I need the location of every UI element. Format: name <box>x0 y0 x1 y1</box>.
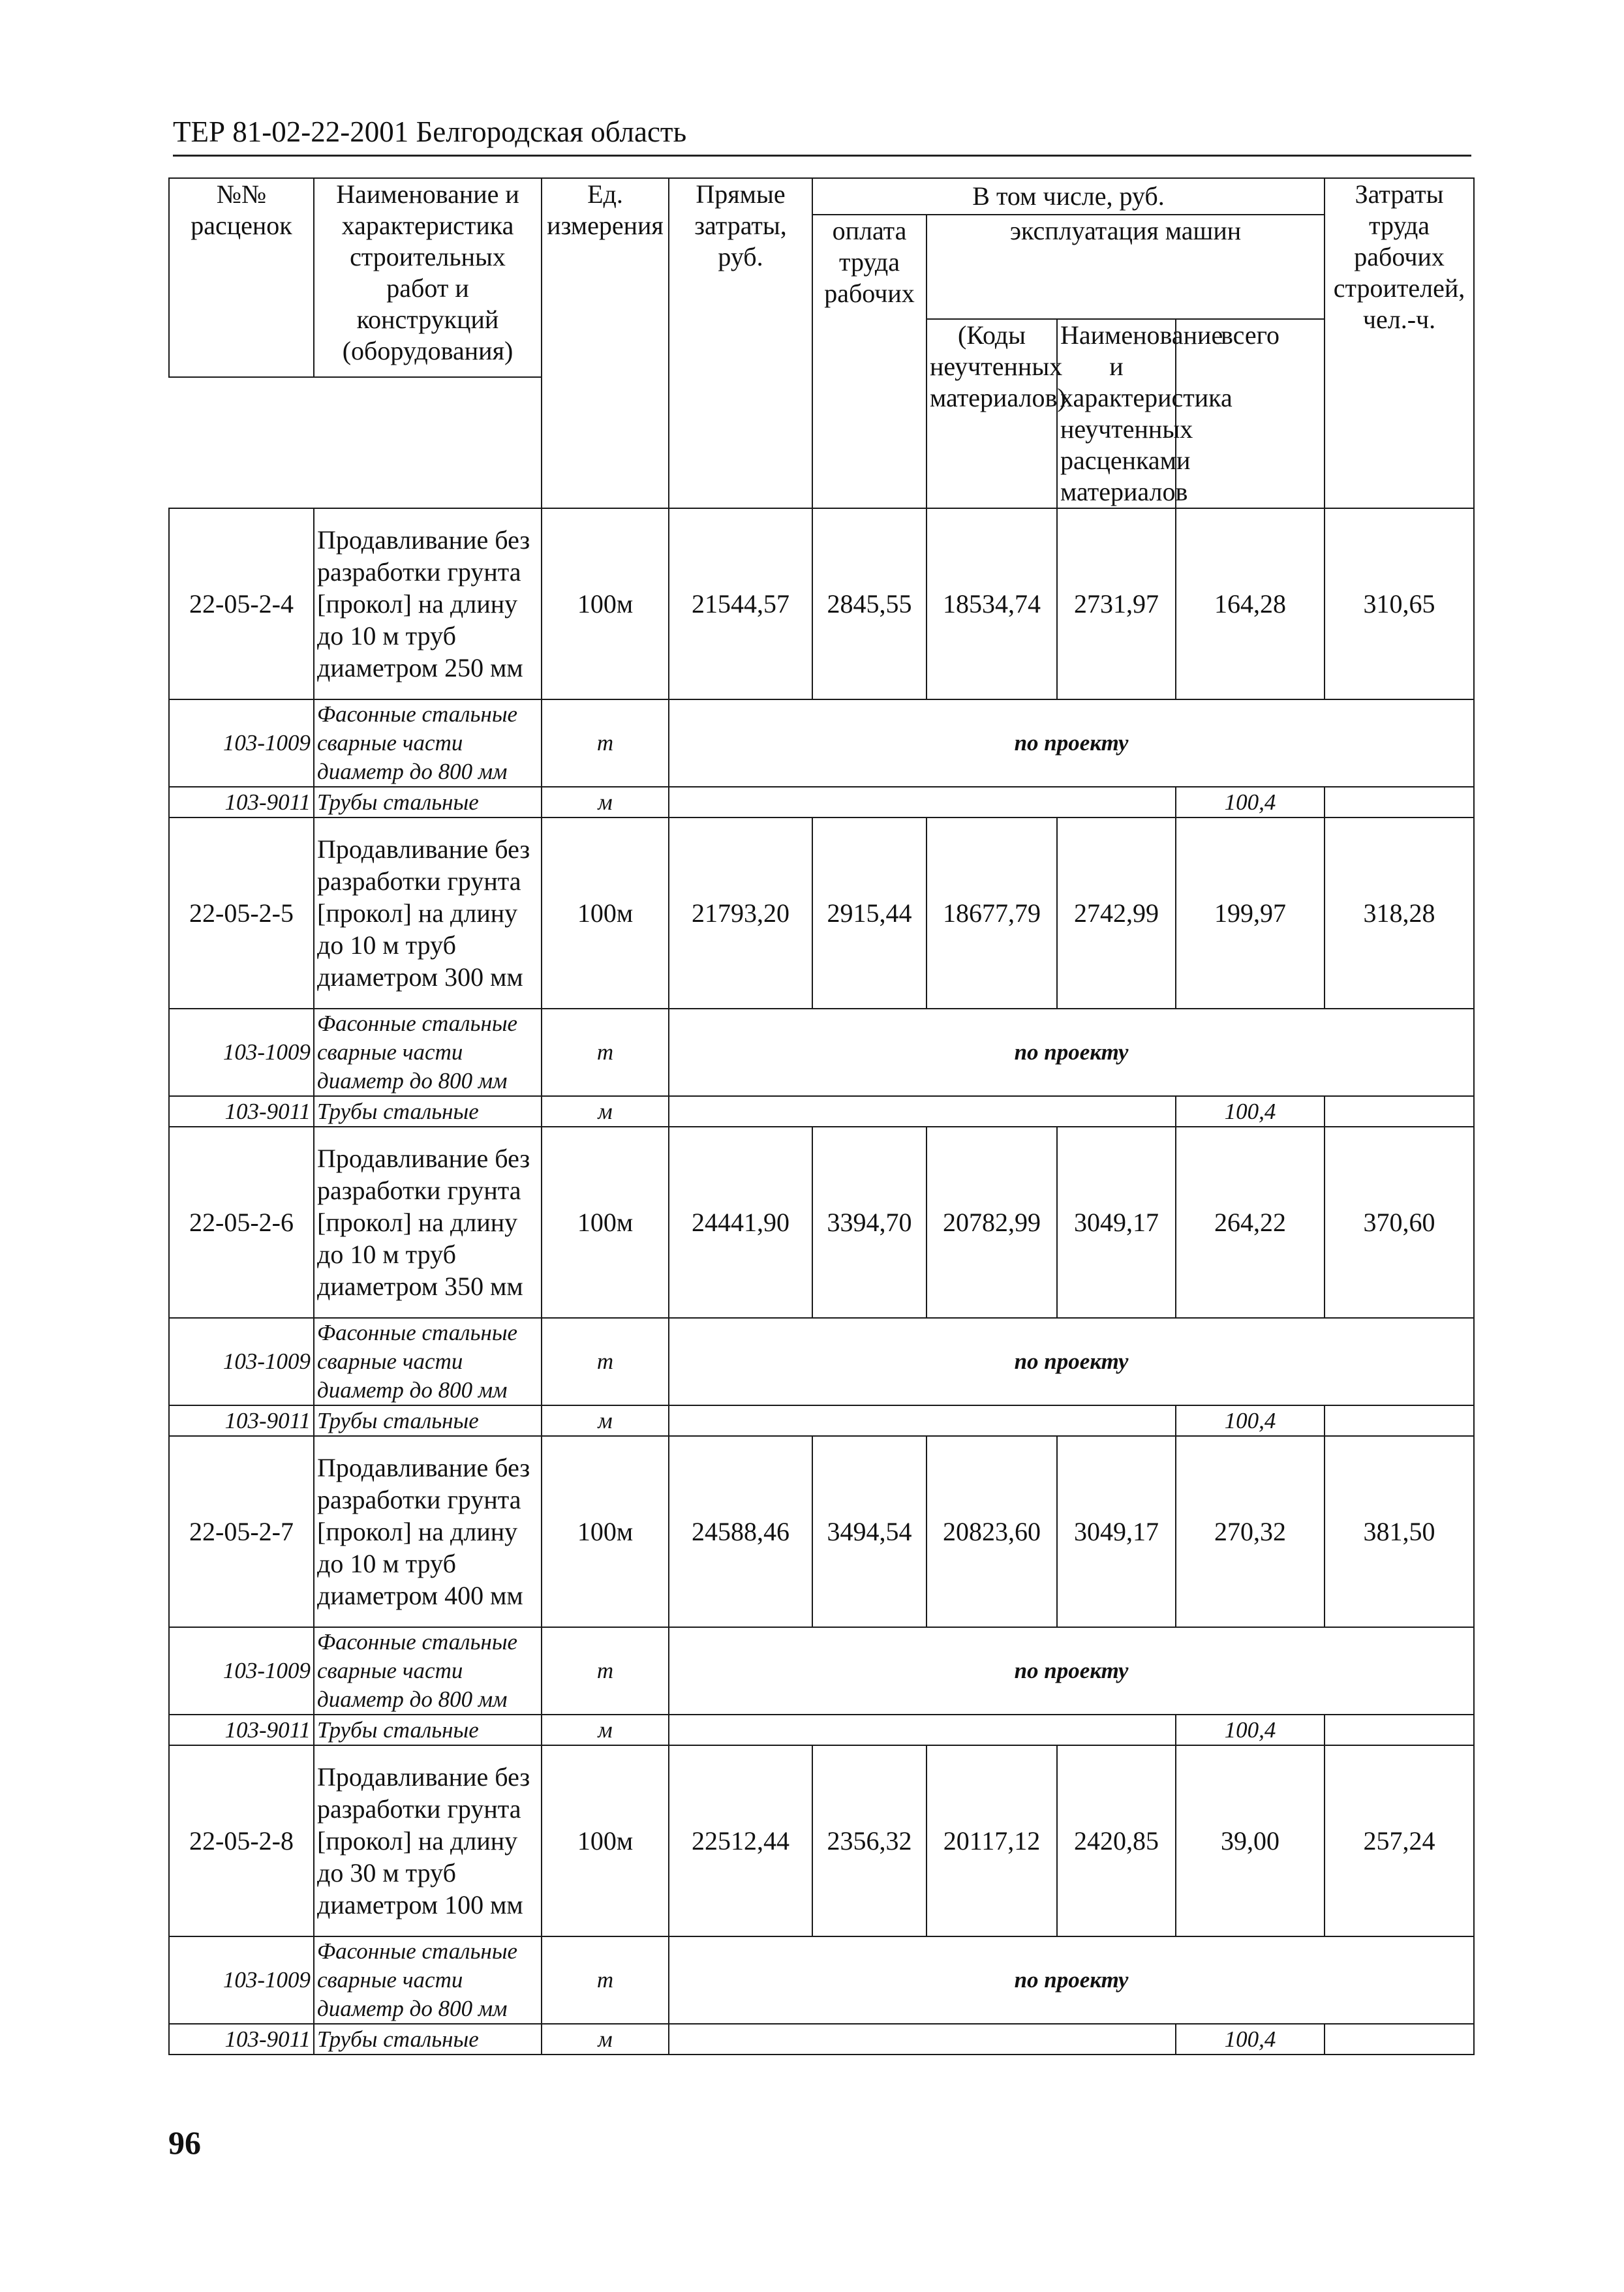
material-row <box>169 1715 1474 1745</box>
material-code: 103-9011 <box>169 1096 314 1127</box>
material-unit: т <box>542 699 669 787</box>
spacer <box>1325 1715 1474 1745</box>
rate-row <box>169 817 1474 1009</box>
unit: 100м <box>542 1745 669 1936</box>
materials-cost: 270,32 <box>1176 1436 1325 1627</box>
material-code: 103-9011 <box>169 1405 314 1436</box>
head-incl: В том числе, руб. <box>812 178 1325 215</box>
spacer <box>1325 787 1474 817</box>
material-row <box>169 1627 1474 1715</box>
material-code: 103-9011 <box>169 1715 314 1745</box>
material-code: 103-1009 <box>169 1936 314 2024</box>
labor-hours: 370,60 <box>1325 1127 1474 1318</box>
head-mach-total: всего <box>1176 319 1325 508</box>
machine-total: 20782,99 <box>927 1127 1057 1318</box>
materials-cost: 39,00 <box>1176 1745 1325 1936</box>
work-description: Продавливание без разработки грунта [прокол] на длину до 10 м труб диаметром 250 мм <box>314 508 542 699</box>
head-labor-pay: оплата труда рабочих <box>812 215 927 508</box>
material-value: по проекту <box>669 1009 1474 1096</box>
spacer <box>669 1405 1176 1436</box>
head-direct: Прямые затраты, руб. <box>669 178 812 508</box>
material-unit: м <box>542 1405 669 1436</box>
material-code: 103-9011 <box>169 787 314 817</box>
labor-pay: 3394,70 <box>812 1127 927 1318</box>
head-machines: эксплуатация машин <box>927 215 1325 319</box>
rate-row <box>169 508 1474 699</box>
work-description: Продавливание без разработки грунта [прокол] на длину до 10 м труб диаметром 400 мм <box>314 1436 542 1627</box>
material-unit: м <box>542 787 669 817</box>
unit: 100м <box>542 508 669 699</box>
spacer <box>1325 2024 1474 2055</box>
unit: 100м <box>542 817 669 1009</box>
spacer <box>669 1096 1176 1127</box>
material-value: 100,4 <box>1176 2024 1325 2055</box>
material-code: 103-9011 <box>169 2024 314 2055</box>
machine-labor: 3049,17 <box>1057 1436 1176 1627</box>
unit: 100м <box>542 1436 669 1627</box>
spacer <box>1325 1096 1474 1127</box>
rate-row <box>169 1127 1474 1318</box>
labor-pay: 2356,32 <box>812 1745 927 1936</box>
labor-hours: 318,28 <box>1325 817 1474 1009</box>
materials-cost: 164,28 <box>1176 508 1325 699</box>
material-row <box>169 1405 1474 1436</box>
material-unit: т <box>542 1627 669 1715</box>
rate-code: 22-05-2-4 <box>169 508 314 699</box>
material-row <box>169 2024 1474 2055</box>
material-value: по проекту <box>669 1627 1474 1715</box>
material-unit: т <box>542 1009 669 1096</box>
material-value: по проекту <box>669 699 1474 787</box>
rate-row <box>169 1745 1474 1936</box>
head-code2: (Коды неучтенных материалов) <box>927 319 1057 508</box>
rate-row <box>169 1436 1474 1627</box>
work-description: Продавливание без разработки грунта [прокол] на длину до 30 м труб диаметром 100 мм <box>314 1745 542 1936</box>
materials-cost: 199,97 <box>1176 817 1325 1009</box>
material-unit: м <box>542 1096 669 1127</box>
machine-total: 18677,79 <box>927 817 1057 1009</box>
direct-cost: 22512,44 <box>669 1745 812 1936</box>
material-value: 100,4 <box>1176 1715 1325 1745</box>
material-value: 100,4 <box>1176 1096 1325 1127</box>
material-name: Фасонные стальные сварные части диаметр до 800 мм <box>314 1936 542 2024</box>
material-unit: т <box>542 1318 669 1405</box>
header-row-1 <box>169 178 1474 215</box>
direct-cost: 21544,57 <box>669 508 812 699</box>
labor-pay: 3494,54 <box>812 1436 927 1627</box>
work-description: Продавливание без разработки грунта [прокол] на длину до 10 м труб диаметром 350 мм <box>314 1127 542 1318</box>
materials-cost: 264,22 <box>1176 1127 1325 1318</box>
spacer <box>1325 1405 1474 1436</box>
material-row <box>169 699 1474 787</box>
material-name: Фасонные стальные сварные части диаметр до 800 мм <box>314 1318 542 1405</box>
material-unit: м <box>542 1715 669 1745</box>
rate-table <box>168 177 1475 2055</box>
material-name: Фасонные стальные сварные части диаметр до 800 мм <box>314 699 542 787</box>
material-code: 103-1009 <box>169 1009 314 1096</box>
direct-cost: 21793,20 <box>669 817 812 1009</box>
work-description: Продавливание без разработки грунта [прокол] на длину до 10 м труб диаметром 300 мм <box>314 817 542 1009</box>
head-unit: Ед. измерения <box>542 178 669 508</box>
material-row <box>169 1318 1474 1405</box>
head-labor-cost: Затраты труда рабочих строителей, чел.-ч. <box>1325 178 1474 508</box>
labor-pay: 2845,55 <box>812 508 927 699</box>
rate-code: 22-05-2-5 <box>169 817 314 1009</box>
material-name: Фасонные стальные сварные части диаметр до 800 мм <box>314 1009 542 1096</box>
spacer <box>669 1715 1176 1745</box>
machine-total: 18534,74 <box>927 508 1057 699</box>
labor-pay: 2915,44 <box>812 817 927 1009</box>
machine-labor: 2742,99 <box>1057 817 1176 1009</box>
material-name: Трубы стальные <box>314 1096 542 1127</box>
machine-labor: 2420,85 <box>1057 1745 1176 1936</box>
head-name: Наименование и характеристика строительных работ и конструкций (оборудования) <box>314 178 542 377</box>
head-name2: Наименование и характеристика неучтенных расценками материалов <box>1057 319 1176 508</box>
material-code: 103-1009 <box>169 1318 314 1405</box>
document-title: ТЕР 81-02-22-2001 Белгородская область <box>173 115 687 148</box>
labor-hours: 310,65 <box>1325 508 1474 699</box>
material-row <box>169 1936 1474 2024</box>
material-name: Трубы стальные <box>314 787 542 817</box>
spacer <box>669 2024 1176 2055</box>
machine-total: 20117,12 <box>927 1745 1057 1936</box>
material-value: 100,4 <box>1176 1405 1325 1436</box>
material-value: по проекту <box>669 1318 1474 1405</box>
spacer <box>669 787 1176 817</box>
page-header <box>173 117 1471 157</box>
material-row <box>169 1096 1474 1127</box>
rate-groups <box>169 508 1474 2055</box>
material-row <box>169 787 1474 817</box>
material-code: 103-1009 <box>169 1627 314 1715</box>
labor-hours: 381,50 <box>1325 1436 1474 1627</box>
material-row <box>169 1009 1474 1096</box>
material-name: Фасонные стальные сварные части диаметр до 800 мм <box>314 1627 542 1715</box>
machine-labor: 3049,17 <box>1057 1127 1176 1318</box>
rate-code: 22-05-2-8 <box>169 1745 314 1936</box>
rate-code: 22-05-2-7 <box>169 1436 314 1627</box>
head-code: №№ расценок <box>169 178 314 377</box>
material-unit: м <box>542 2024 669 2055</box>
page-number: 96 <box>168 2124 201 2161</box>
machine-total: 20823,60 <box>927 1436 1057 1627</box>
direct-cost: 24441,90 <box>669 1127 812 1318</box>
unit: 100м <box>542 1127 669 1318</box>
material-code: 103-1009 <box>169 699 314 787</box>
machine-labor: 2731,97 <box>1057 508 1176 699</box>
material-value: 100,4 <box>1176 787 1325 817</box>
rate-code: 22-05-2-6 <box>169 1127 314 1318</box>
material-value: по проекту <box>669 1936 1474 2024</box>
labor-hours: 257,24 <box>1325 1745 1474 1936</box>
material-unit: т <box>542 1936 669 2024</box>
material-name: Трубы стальные <box>314 1405 542 1436</box>
material-name: Трубы стальные <box>314 1715 542 1745</box>
material-name: Трубы стальные <box>314 2024 542 2055</box>
direct-cost: 24588,46 <box>669 1436 812 1627</box>
